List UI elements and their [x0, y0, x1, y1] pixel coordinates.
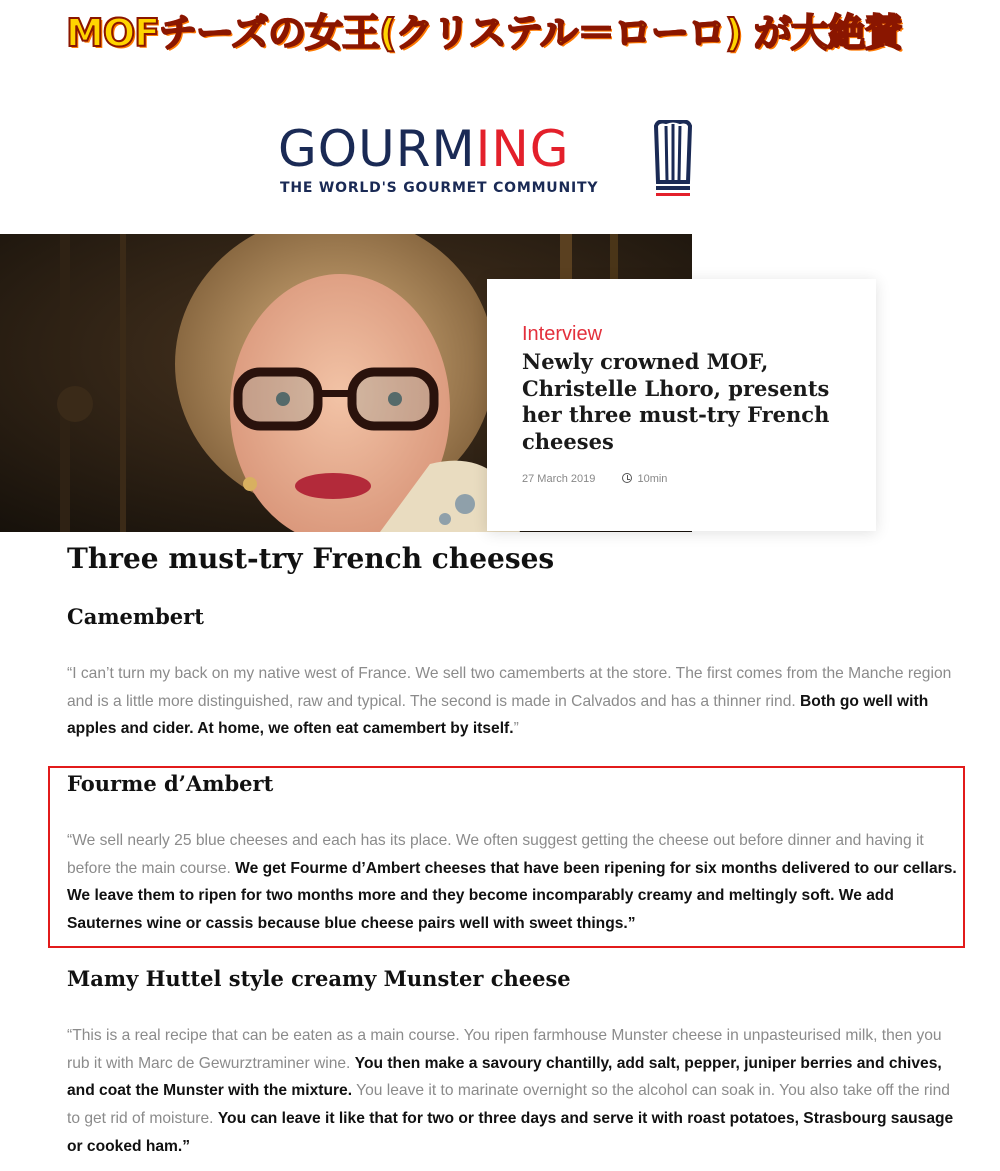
article-card[interactable] — [487, 279, 876, 531]
section-body-camembert — [67, 660, 957, 743]
logo-word-part1: GOURM — [278, 120, 476, 178]
quote-normal: “I can’t turn my back on my native west of France. We sell two camemberts at the store. The first comes from the Manche region and is a little more distinguished, raw and typical. The second is made in Calvados and has a thinner rind. — [67, 665, 952, 710]
section-title-camembert: Camembert — [67, 604, 204, 629]
section-body-munster — [67, 1022, 957, 1161]
section-title-fourme: Fourme d’Ambert — [67, 771, 274, 796]
quote-bold: We get Fourme d’Ambert cheeses that have been ripening for six months delivered to our cellars. We leave them to ripen for two months more and they become incomparably creamy and meltingly soft. We add Sauternes wine or cassis because blue cheese pairs well with sweet things.” — [67, 859, 957, 933]
publish-date: 27 March 2019 — [522, 473, 596, 485]
logo-wordmark — [278, 118, 569, 180]
logo-word-part2: ING — [475, 120, 570, 178]
logo-tagline: THE WORLD'S GOURMET COMMUNITY — [280, 180, 599, 196]
quote-normal: “We sell nearly 25 blue cheeses and each has its place. We often suggest getting the cheese out before dinner and having it before the main course. — [67, 832, 924, 877]
quote-bold: You then make a savoury chantilly, add salt, pepper, juniper berries and chives, and coat the Munster with the mixture. — [67, 1054, 942, 1100]
quote-tail: ” — [513, 720, 519, 738]
article-title[interactable]: Newly crowned MOF, Christelle Lhoro, presents her three must-try French cheeses — [522, 349, 830, 454]
gourming-logo[interactable] — [278, 118, 698, 200]
section-body-fourme — [67, 827, 957, 938]
quote-bold: Both go well with apples and cider. At home, we often eat camembert by itself. — [67, 692, 929, 738]
section-title-munster: Mamy Huttel style creamy Munster cheese — [67, 966, 571, 991]
read-time — [622, 473, 667, 485]
chef-hat-icon — [652, 120, 694, 200]
clock-icon — [622, 473, 632, 483]
read-time-value: 10min — [637, 473, 668, 485]
promo-banner: MOFチーズの女王(クリステル＝ローロ) が大絶賛 — [66, 11, 902, 55]
article-meta — [522, 473, 667, 485]
quote-normal: “This is a real recipe that can be eaten as a main course. You ripen farmhouse Munster cheese in unpasteurised milk, then you rub it with Marc de Gewurztraminer wine. — [67, 1027, 942, 1072]
category-label[interactable]: Interview — [522, 323, 603, 345]
quote-bold: You can leave it like that for two or three days and serve it with roast potatoes, Strasbourg sausage or cooked ham.” — [67, 1110, 954, 1155]
article-heading: Three must-try French cheeses — [67, 542, 555, 575]
quote-normal: You leave it to marinate overnight so the alcohol can soak in. You also take off the rind to get rid of moisture. — [67, 1082, 950, 1128]
